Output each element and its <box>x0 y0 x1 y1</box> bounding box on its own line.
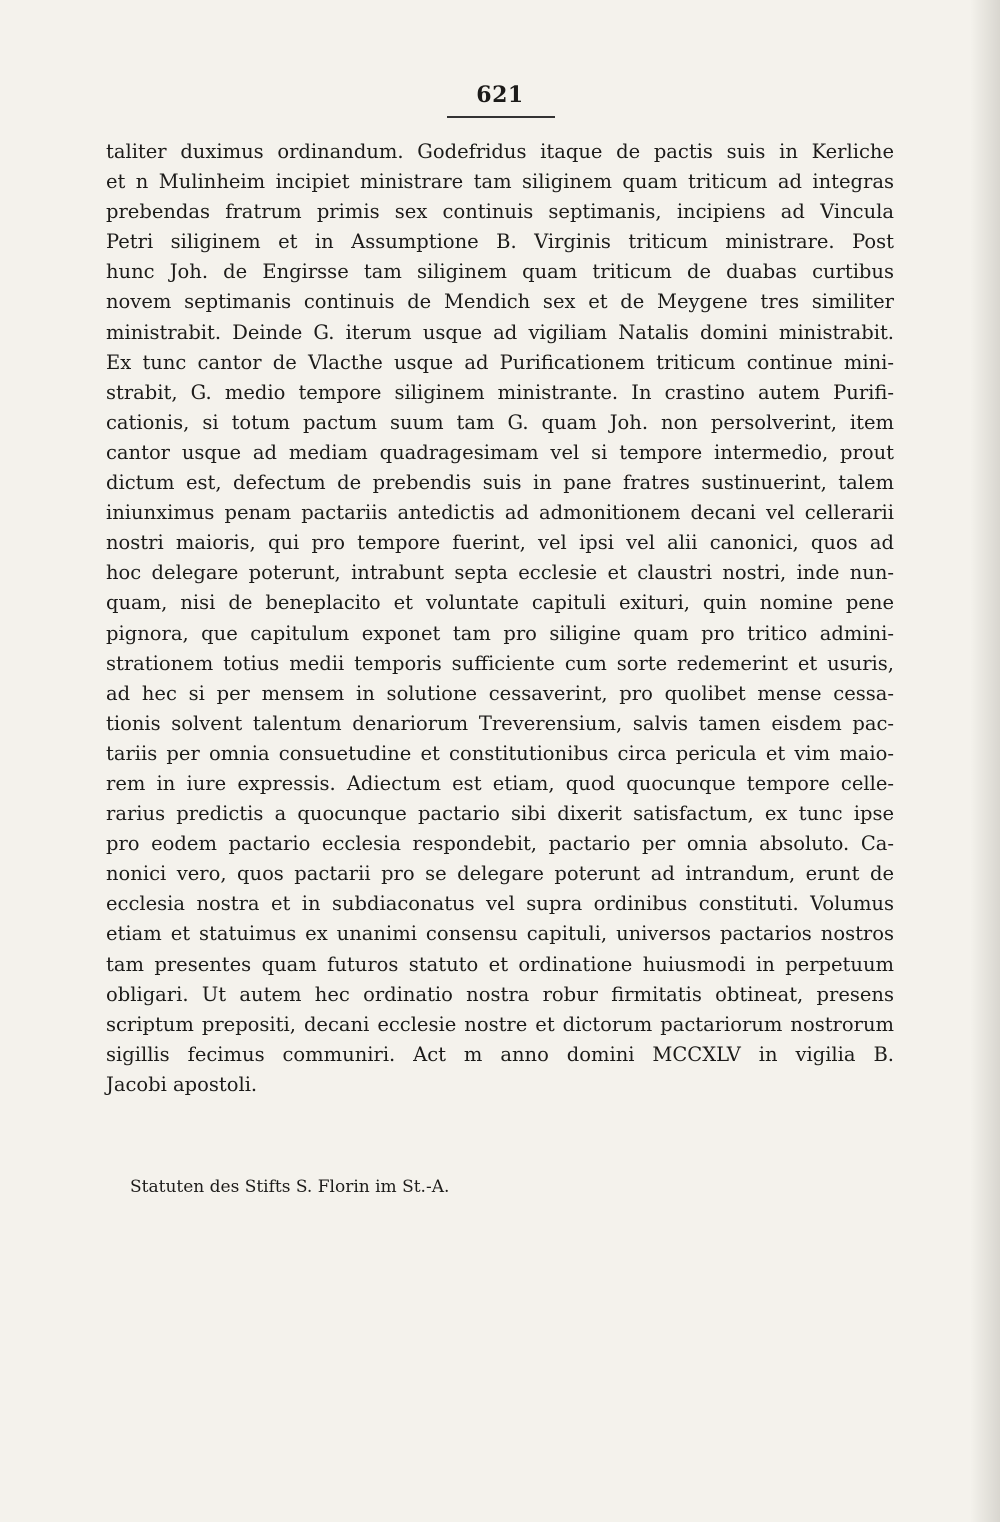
text-line: pignora, que capitulum exponet tam pro siligine quam pro tritico admini- <box>106 621 894 645</box>
text-line: Jacobi apostoli. <box>106 1072 258 1096</box>
text-line: hunc Joh. de Engirsse tam siliginem quam triticum de duabas curtibus <box>106 260 894 284</box>
text-line: ad hec si per mensem in solutione cessaverint, pro quolibet mense cessa- <box>106 681 894 705</box>
body-text <box>106 137 894 1100</box>
text-line: scriptum prepositi, decani ecclesie nostre et dictorum pactariorum nostrorum <box>106 1012 894 1036</box>
page-number: 621 <box>476 82 524 108</box>
text-line: ecclesia nostra et in subdiaconatus vel supra ordinibus constituti. Volumus <box>106 892 894 916</box>
text-line: strabit, G. medio tempore siliginem ministrante. In crastino autem Purifi- <box>106 380 894 404</box>
text-line: tam presentes quam futuros statuto et ordinatione huiusmodi in perpetuum <box>106 952 894 976</box>
text-line: rem in iure expressis. Adiectum est etiam, quod quocunque tempore celle- <box>106 771 894 795</box>
text-line: sigillis fecimus communiri. Act m anno domini MCCXLV in vigilia B. <box>106 1042 894 1066</box>
text-line: strationem totius medii temporis sufficiente cum sorte redemerint et usuris, <box>106 651 894 675</box>
header-rule <box>447 116 555 118</box>
text-line: novem septimanis continuis de Mendich sex et de Meygene tres similiter <box>106 290 894 314</box>
text-line: tionis solvent talentum denariorum Treverensium, salvis tamen eisdem pac- <box>106 711 894 735</box>
text-line: prebendas fratrum primis sex continuis septimanis, incipiens ad Vincula <box>106 200 894 224</box>
text-line: rarius predictis a quocunque pactario sibi dixerit satisfactum, ex tunc ipse <box>106 802 894 826</box>
text-line: dictum est, defectum de prebendis suis in pane fratres sustinuerint, talem <box>106 471 894 495</box>
text-line: cantor usque ad mediam quadragesimam vel si tempore intermedio, prout <box>106 440 894 464</box>
text-line: obligari. Ut autem hec ordinatio nostra robur firmitatis obtineat, presens <box>106 982 894 1006</box>
text-line: pro eodem pactario ecclesia respondebit, pactario per omnia absoluto. Ca- <box>106 832 894 856</box>
text-line: quam, nisi de beneplacito et voluntate capituli exituri, quin nomine pene <box>106 591 894 615</box>
text-line: etiam et statuimus ex unanimi consensu capituli, universos pactarios nostros <box>106 922 894 946</box>
page-edge-shadow <box>970 0 1000 1522</box>
text-line: taliter duximus ordinandum. Godefridus itaque de pactis suis in Kerliche <box>106 140 894 163</box>
text-line: nonici vero, quos pactarii pro se delegare poterunt ad intrandum, erunt de <box>106 862 894 886</box>
source-note: Statuten des Stifts S. Florin im St.-A. <box>130 1177 450 1197</box>
text-line: ministrabit. Deinde G. iterum usque ad vigiliam Natalis domini ministrabit. <box>106 320 894 344</box>
text-line: et n Mulinheim incipiet ministrare tam siliginem quam triticum ad integras <box>106 170 894 194</box>
text-line: Petri siliginem et in Assumptione B. Virginis triticum ministrare. Post <box>106 230 894 254</box>
text-line: hoc delegare poterunt, intrabunt septa ecclesie et claustri nostri, inde nun- <box>106 561 894 585</box>
text-line: Ex tunc cantor de Vlacthe usque ad Purificationem triticum continue mini- <box>106 350 894 374</box>
text-line: cationis, si totum pactum suum tam G. quam Joh. non persolverint, item <box>106 410 894 434</box>
text-line: nostri maioris, qui pro tempore fuerint, vel ipsi vel alii canonici, quos ad <box>106 531 894 555</box>
text-line: tariis per omnia consuetudine et constitutionibus circa pericula et vim maio- <box>106 741 894 765</box>
text-line: iniunximus penam pactariis antedictis ad admonitionem decani vel cellerarii <box>106 501 894 525</box>
